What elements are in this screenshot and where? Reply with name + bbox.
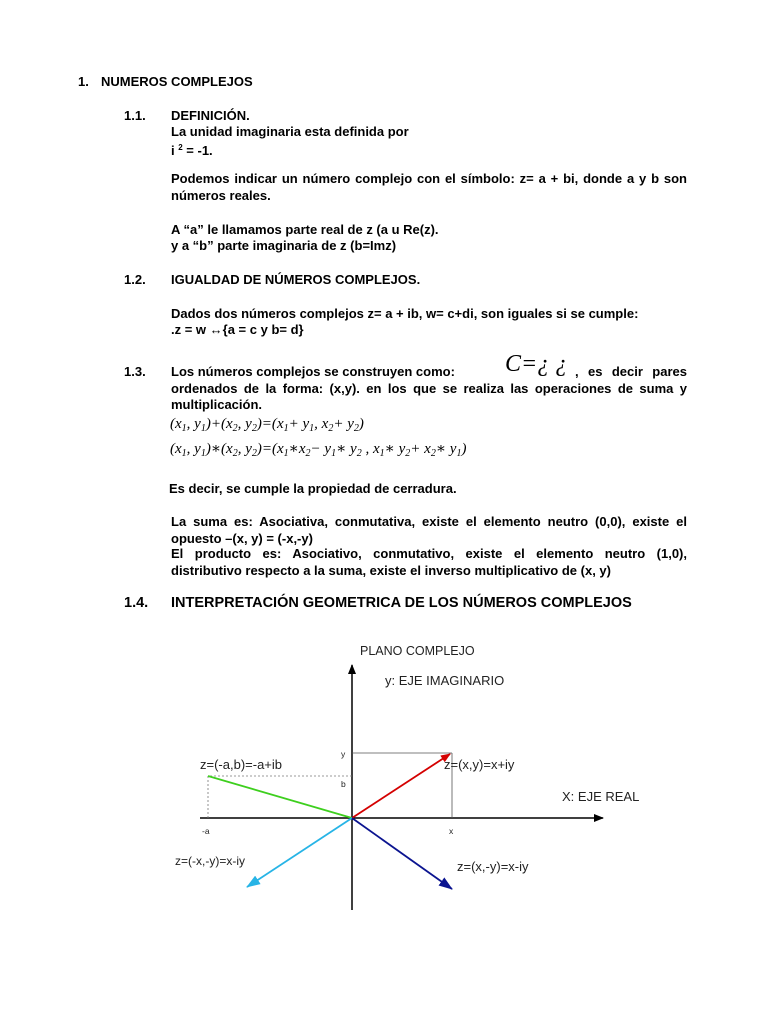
equality-condition: .z = w ↔{a = c y b= d}: [171, 322, 304, 337]
sum-properties: La suma es: Asociativa, conmutativa, existe el elemento neutro (0,0), existe el opuesto –(x, y) = (-x,-y): [171, 514, 687, 546]
vector-z-conj: [352, 818, 452, 889]
closure-line: Es decir, se cumple la propiedad de cerradura.: [169, 481, 457, 496]
x-axis-label: X: EJE REAL: [562, 789, 640, 804]
product-formula: ($x_1$, $y_1)∗(x_2$, $y_2)=(x_1∗x_2-$ $y_1∗$ $y_2$ , $x_1∗$ $y_2+$ $x_2∗$ $y_1$): [170, 441, 467, 459]
ordered-pairs-paragraph: , es decir pares ordenados de la forma: (x,y). en los que se realiza las operaciones de suma y multiplicación.: [171, 364, 687, 412]
section-1-4-number: 1.4.: [124, 595, 149, 611]
section-1-3-number: 1.3.: [124, 364, 146, 379]
section-1-4-title: INTERPRETACIÓN GEOMETRICA DE LOS NÚMEROS COMPLEJOS: [171, 595, 632, 611]
complex-plane-diagram: [175, 635, 640, 920]
z-neg-label: z=(-x,-y)=x-iy: [175, 854, 245, 868]
complex-set-symbol: C=¿ ¿: [505, 351, 568, 377]
heading-title: NUMEROS COMPLEJOS: [101, 74, 253, 89]
i-squared-formula: i $^2$ = -1.: [171, 143, 213, 158]
z-ab-label: z=(-a,b)=-a+ib: [200, 757, 283, 772]
y-axis-label: y: EJE IMAGINARIO: [385, 673, 505, 688]
equality-line: Dados dos números complejos z= a + ib, w= c+di, son iguales si se cumple:: [171, 306, 639, 321]
tick-b-label: b: [341, 779, 346, 789]
z-conj-label: z=(x,-y)=x-iy: [457, 859, 529, 874]
section-1-2-number: 1.2.: [124, 272, 146, 287]
vector-z-ab: [208, 776, 352, 818]
real-part-line: A “a” le llamamos parte real de z (a u Re(z).: [171, 222, 439, 237]
diagram-title: PLANO COMPLEJO: [360, 644, 475, 658]
tick-a-label: -a: [202, 826, 210, 836]
section-1-1-number: 1.1.: [124, 108, 146, 123]
definition-line: La unidad imaginaria esta definida por: [171, 124, 409, 139]
section-1-2-title: IGUALDAD DE NÚMEROS COMPLEJOS.: [171, 272, 421, 287]
section-1-1-title: DEFINICIÓN.: [171, 108, 250, 123]
tick-x-label: x: [449, 826, 454, 836]
imaginary-part-line: y a “b” parte imaginaria de z (b=Imz): [171, 238, 397, 253]
z-xy-label: z=(x,y)=x+iy: [444, 757, 515, 772]
tick-y-label: y: [341, 749, 346, 759]
vector-z-neg: [247, 818, 352, 887]
construction-lead: Los números complejos se construyen como:: [171, 364, 455, 379]
heading-number: 1.: [78, 74, 89, 89]
vector-z-xy: [352, 754, 450, 818]
complex-number-paragraph: Podemos indicar un número complejo con el símbolo: z= a + bi, donde a y b son números reales.: [171, 171, 687, 203]
sum-formula: ($x_1$, $y_1)+(x_2$, $y_2)=(x_1+ y_1$, $x_2+ y_2$): [170, 416, 364, 434]
product-properties: El producto es: Asociativo, conmutativo, existe el elemento neutro (1,0), distributivo respecto a la suma, existe el inverso multiplicativo de (x, y): [171, 546, 687, 578]
